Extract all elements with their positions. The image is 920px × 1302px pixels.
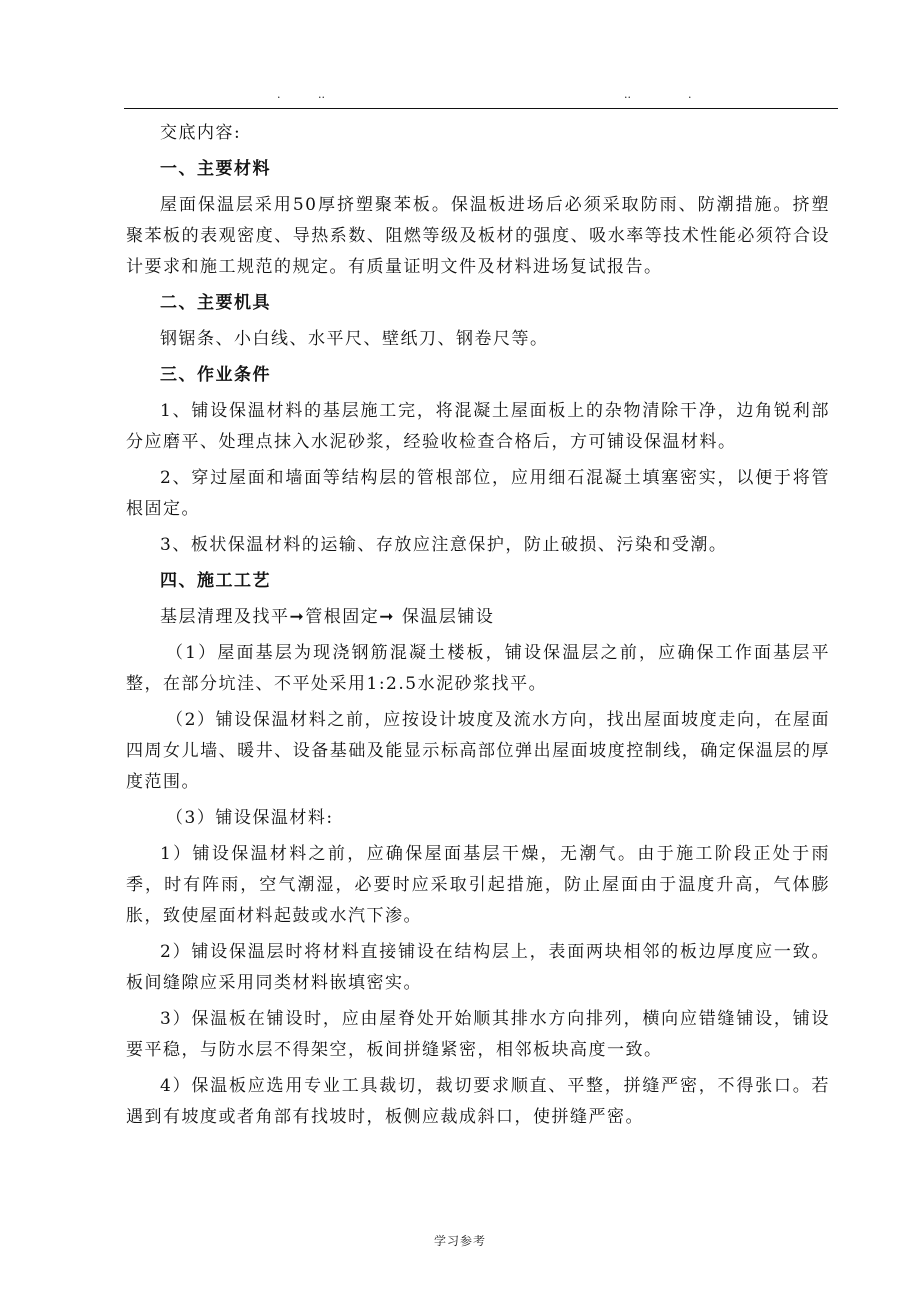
section-heading-conditions: 三、作业条件	[160, 365, 271, 385]
header-dot-2: ..	[318, 88, 325, 101]
intro-line: 交底内容:	[160, 123, 242, 143]
header-dot-1: .	[277, 88, 281, 101]
header-rule	[124, 108, 838, 109]
tools-paragraph: 钢锯条、小白线、水平尺、壁纸刀、钢卷尺等。	[160, 329, 549, 349]
process-substep-4: 4）保温板应选用专业工具裁切，裁切要求顺直、平整，拼缝严密，不得张口。若遇到有坡度或者角部有找坡时，板侧应裁成斜口，使拼缝严密。	[126, 1076, 830, 1127]
conditions-item-3: 3、板状保温材料的运输、存放应注意保护，防止破损、污染和受潮。	[160, 535, 728, 555]
section-heading-tools: 二、主要机具	[160, 293, 271, 313]
process-substep-2: 2）铺设保温层时将材料直接铺设在结构层上，表面两块相邻的板边厚度应一致。板间缝隙应采用同类材料嵌填密实。	[126, 942, 830, 993]
process-flow-line: 基层清理及找平➞管根固定➞ 保温层铺设	[160, 607, 495, 627]
section-heading-process: 四、施工工艺	[160, 571, 271, 591]
process-step-1: （1）屋面基层为现浇钢筋混凝土楼板，铺设保温层之前，应确保工作面基层平整，在部分坑洼、不平处采用1:2.5水泥砂浆找平。	[126, 643, 830, 694]
document-body	[126, 115, 830, 1133]
page-header-marks	[0, 88, 920, 102]
process-step-3: （3）铺设保温材料:	[166, 808, 334, 828]
header-dot-3: ..	[624, 88, 631, 101]
process-substep-3: 3）保温板在铺设时，应由屋脊处开始顺其排水方向排列，横向应错缝铺设，铺设要平稳，与防水层不得架空，板间拼缝紧密，相邻板块高度一致。	[126, 1009, 830, 1060]
page-footer: 学习参考	[433, 1234, 486, 1248]
section-heading-materials: 一、主要材料	[160, 159, 271, 179]
conditions-item-1: 1、铺设保温材料的基层施工完，将混凝土屋面板上的杂物清除干净，边角锐利部分应磨平、处理点抹入水泥砂浆，经验收检查合格后，方可铺设保温材料。	[126, 401, 830, 452]
conditions-item-2: 2、穿过屋面和墙面等结构层的管根部位，应用细石混凝土填塞密实，以便于将管根固定。	[126, 468, 830, 519]
process-step-2: （2）铺设保温材料之前，应按设计坡度及流水方向，找出屋面坡度走向，在屋面四周女儿墙、暖井、设备基础及能显示标高部位弹出屋面坡度控制线，确定保温层的厚度范围。	[126, 710, 830, 792]
header-dot-4: .	[688, 88, 692, 101]
process-substep-1: 1）铺设保温材料之前，应确保屋面基层干燥，无潮气。由于施工阶段正处于雨季，时有阵雨，空气潮湿，必要时应采取引起措施，防止屋面由于温度升高，气体膨胀，致使屋面材料起鼓或水汽下渗。	[126, 844, 830, 926]
materials-paragraph: 屋面保温层采用50厚挤塑聚苯板。保温板进场后必须采取防雨、防潮措施。挤塑聚苯板的表观密度、导热系数、阻燃等级及板材的强度、吸水率等技术性能必须符合设计要求和施工规范的规定。有质量证明文件及材料进场复试报告。	[126, 195, 830, 277]
